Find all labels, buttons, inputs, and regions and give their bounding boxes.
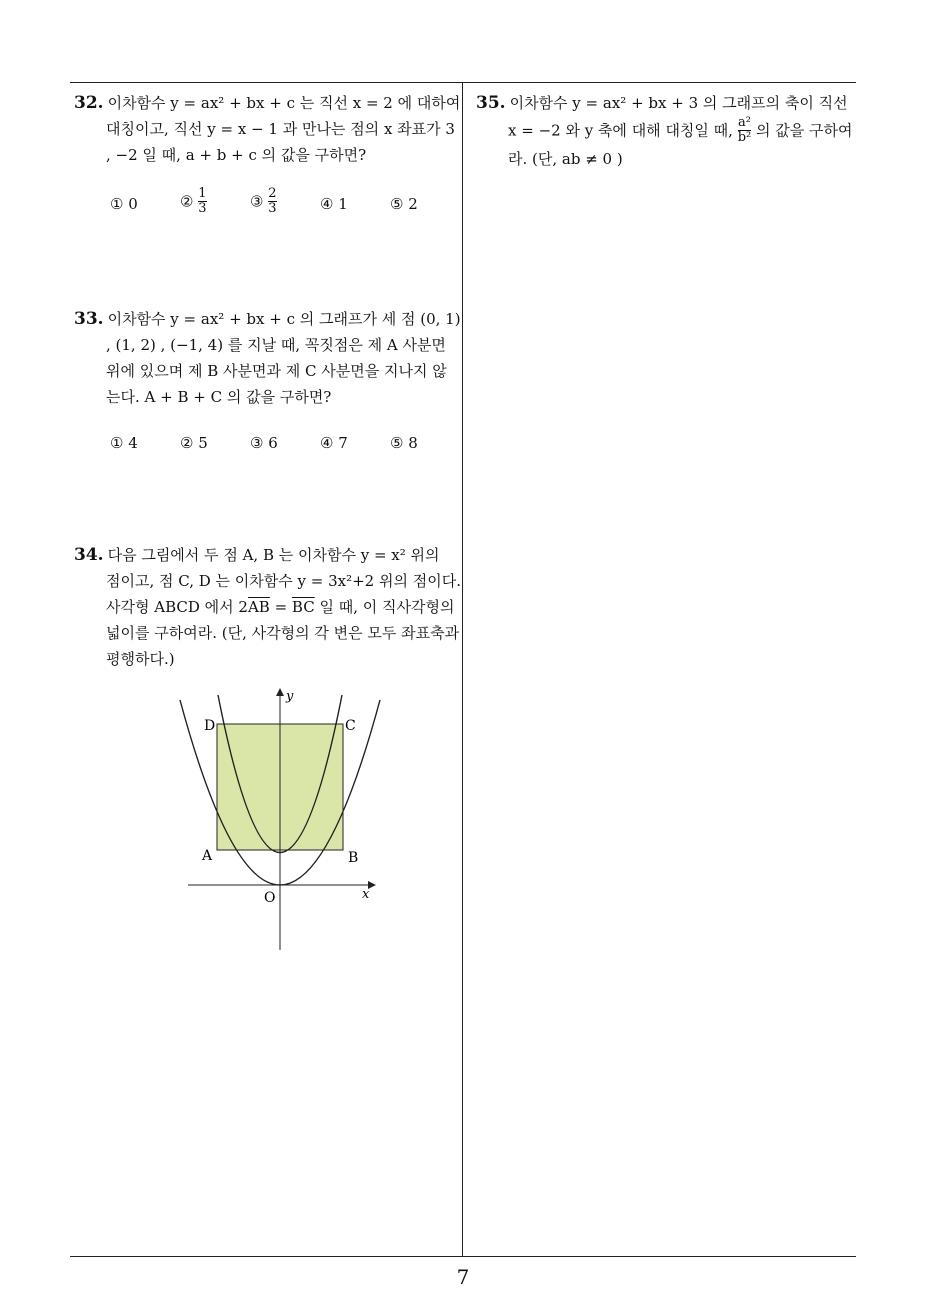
parabola-figure xyxy=(160,680,400,960)
problem-text-line: , −2 일 때, a + b + c 의 값을 구하면? xyxy=(106,146,367,164)
problem-32 xyxy=(74,90,460,168)
choices-32 xyxy=(110,185,450,225)
problem-text-line: 다음 그림에서 두 점 A, B 는 이차함수 y = x² 위의 xyxy=(107,546,440,564)
choice-1[interactable]: ① 0 xyxy=(110,195,138,213)
problem-34 xyxy=(74,542,460,672)
choice-5[interactable]: ⑤ 8 xyxy=(390,434,418,452)
choice-4[interactable]: ④ 1 xyxy=(320,195,348,213)
segment-ab: $\overline{AB}$ xyxy=(247,598,270,616)
choice-1[interactable]: ① 4 xyxy=(110,434,138,452)
problem-33 xyxy=(74,306,460,410)
choice-2[interactable]: ② 5 xyxy=(180,434,208,452)
fraction: $\frac{\text{a²}}{\text{b²}}$ xyxy=(737,115,752,145)
problem-text-line: 이차함수 y = ax² + bx + c 의 그래프가 세 점 (0, 1) xyxy=(107,310,461,328)
label-x: x xyxy=(362,887,370,902)
problem-text-line: 사각형 ABCD 에서 $2\overline{AB} = \overline{BC}$ 일 때, 이 직사각형의 xyxy=(106,598,455,616)
segment-bc: $\overline{BC}$ xyxy=(291,598,315,616)
y-axis-arrow-icon xyxy=(276,688,284,696)
fraction: $\frac{1}{3}$ xyxy=(198,186,207,216)
label-y: y xyxy=(286,689,294,704)
choice-3[interactable]: ③ 6 xyxy=(250,434,278,452)
problem-text-line: 라. (단, ab ≠ 0 ) xyxy=(508,150,623,168)
label-o: O xyxy=(264,890,276,906)
label-c: C xyxy=(345,718,356,734)
label-a: A xyxy=(202,848,213,864)
top-rule xyxy=(70,82,856,83)
choice-5[interactable]: ⑤ 2 xyxy=(390,195,418,213)
problem-number: 33. xyxy=(74,309,104,329)
problem-text-line: 점이고, 점 C, D 는 이차함수 y = 3x²+2 위의 점이다. xyxy=(106,572,461,590)
choice-2[interactable]: ② $\frac{1}{3}$ xyxy=(180,186,207,216)
problem-text-line: , (1, 2) , (−1, 4) 를 지날 때, 꼭짓점은 제 A 사분면 xyxy=(106,336,446,354)
column-divider xyxy=(462,82,463,1257)
problem-text-line: 이차함수 y = ax² + bx + 3 의 그래프의 축이 직선 xyxy=(509,94,848,112)
problem-text-line: 넓이를 구하여라. (단, 사각형의 각 변은 모두 좌표축과 xyxy=(106,624,460,642)
problem-text-line: 대칭이고, 직선 y = x − 1 과 만나는 점의 x 좌표가 3 xyxy=(106,120,455,138)
problem-text-line: 위에 있으며 제 B 사분면과 제 C 사분면을 지나지 않 xyxy=(106,362,447,380)
problem-text-line: 는다. A + B + C 의 값을 구하면? xyxy=(106,388,332,406)
choice-4[interactable]: ④ 7 xyxy=(320,434,348,452)
fraction: $\frac{2}{3}$ xyxy=(268,186,277,216)
label-d: D xyxy=(204,718,216,734)
problem-number: 32. xyxy=(74,93,104,113)
choices-33 xyxy=(110,434,450,458)
problem-text-line: x = −2 와 y 축에 대해 대칭일 때, $\frac{\text{a²}}{\text{b²}}$ 의 값을 구하여 xyxy=(508,115,853,145)
problem-35 xyxy=(476,90,860,172)
bottom-rule xyxy=(70,1256,856,1257)
label-b: B xyxy=(348,850,359,866)
choice-3[interactable]: ③ $\frac{2}{3}$ xyxy=(250,186,277,216)
problem-text-line: 이차함수 y = ax² + bx + c 는 직선 x = 2 에 대하여 xyxy=(107,94,461,112)
problem-text-line: 평행하다.) xyxy=(106,650,175,668)
page-number: 7 xyxy=(456,1265,470,1289)
problem-number: 35. xyxy=(476,93,506,113)
problem-number: 34. xyxy=(74,545,104,565)
